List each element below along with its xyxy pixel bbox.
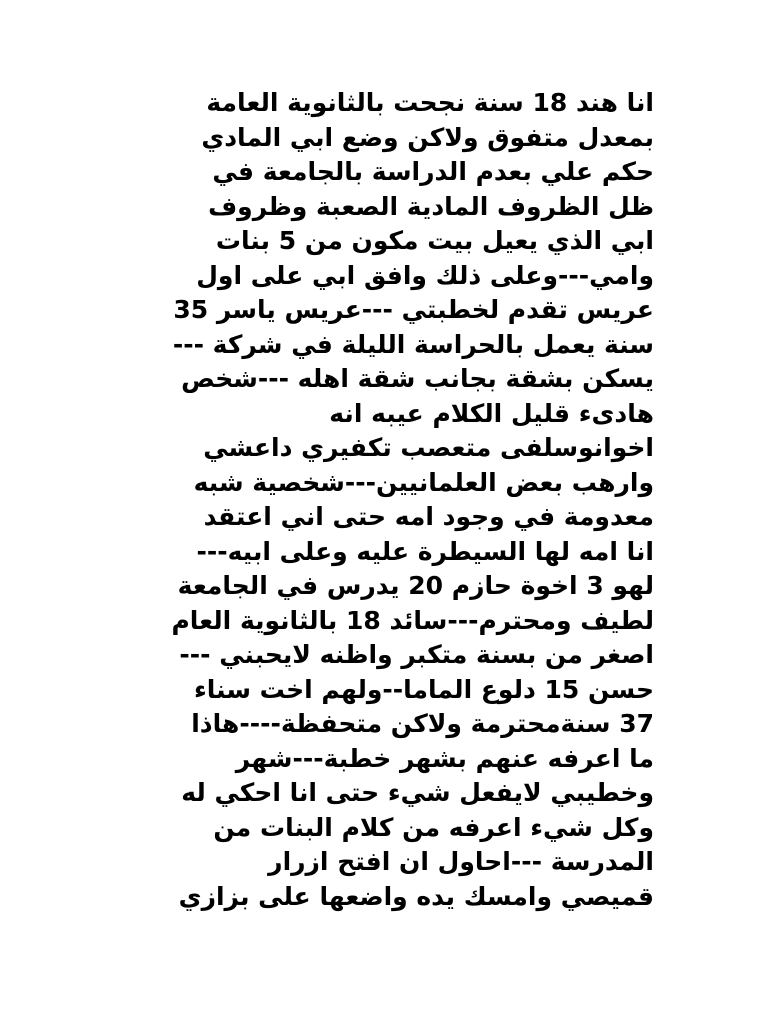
text-line: بمعدل متفوق ولاكن وضع ابي المادي [201,122,654,152]
text-line: وامي---وعلى ذلك وافق ابي على اول [196,260,654,290]
text-line: حسن 15 دلوع الماما--ولهم اخت سناء [193,674,654,704]
text-line: سنة يعمل بالحراسة الليلة في شركة --- [172,329,654,359]
text-line: قميصي وامسك يده واضعها على بزازي [178,881,654,911]
text-line: وكل شيء اعرفه من كلام البنات من [213,812,654,842]
text-line: 37 سنةمحترمة ولاكن متحفظة----هاذا [191,709,654,738]
text-line: ظل الظروف المادية الصعبة وظروف [208,191,654,221]
text-line: المدرسة ---احاول ان افتح ازرار [268,847,654,876]
text-line: وخطيبي لايفعل شيء حتى انا احكي له [181,778,654,807]
text-line: لطيف ومحترم---سائد 18 بالثانوية العام [171,605,654,635]
text-line: ما اعرفه عنهم بشهر خطبة---شهر [235,743,654,773]
text-line: اخوانوسلفى متعصب تكفيري داعشي [203,433,654,462]
text-line: انا هند 18 سنة نجحت بالثانوية العامة [206,88,654,117]
text-line: هادىء قليل الكلام عيبه انه [329,398,654,428]
text-line: وارهب بعض العلمانيين---شخصية شبه [193,467,654,497]
body-text [114,86,654,914]
text-line: انا امه لها السيطرة عليه وعلى ابيه--- [196,536,654,566]
text-line: لهو 3 اخوة حازم 20 يدرس في الجامعة [177,571,654,600]
text-line: يسكن بشقة بجانب شقة اهله ---شخص [181,364,654,393]
text-line: معدومة في وجود امه حتى اني اعتقد [203,502,654,531]
text-line: عريس تقدم لخطبتي ---عريس ياسر 35 [173,295,654,324]
text-line: اصغر من بسنة متكبر واظنه لايحبني --- [179,640,654,669]
text-line: حكم علي بعدم الدراسة بالجامعة في [212,157,654,186]
text-line: ابي الذي يعيل بيت مكون من 5 بنات [215,226,654,255]
